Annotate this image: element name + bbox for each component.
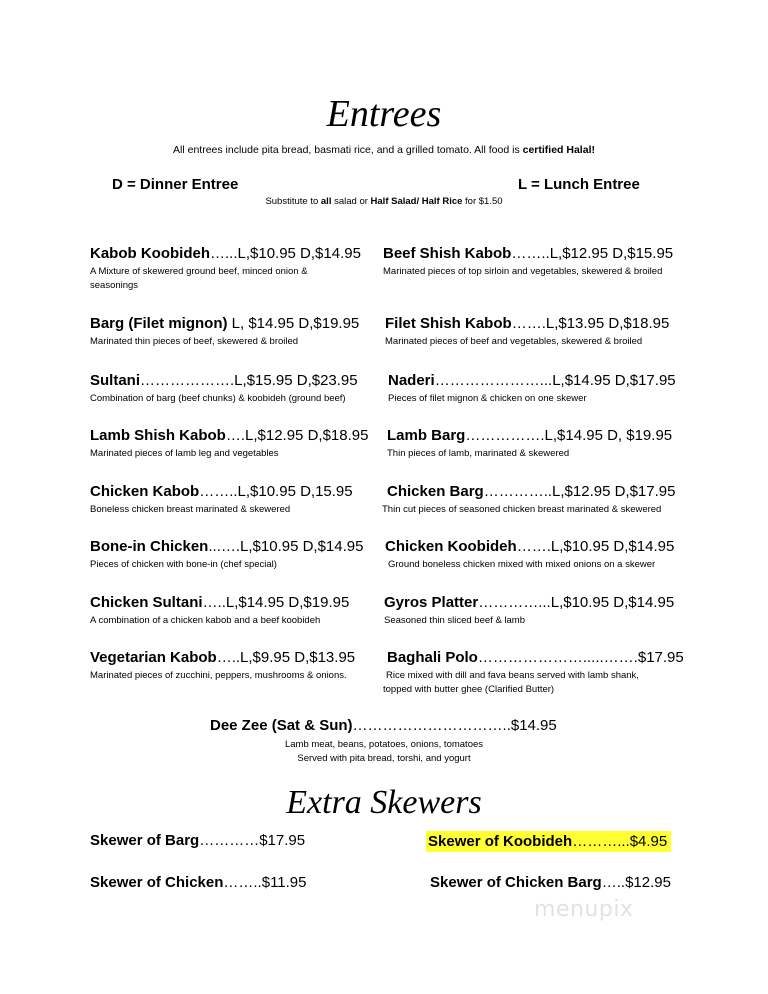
item-title — [90, 427, 380, 444]
skewer-price: ………...$4.95 — [572, 833, 668, 850]
item-desc — [90, 447, 380, 461]
item-title — [90, 649, 380, 666]
item-desc — [385, 335, 705, 349]
menu-item — [90, 427, 380, 461]
item-desc — [383, 669, 703, 697]
skewer-item — [430, 874, 671, 891]
item-desc-line: Seasoned thin sliced beef & lamb — [384, 615, 526, 626]
menu-item — [382, 483, 702, 517]
item-name: Vegetarian Kabob — [90, 649, 217, 666]
menu-item — [383, 649, 703, 697]
item-name: Chicken Kabob — [90, 483, 200, 500]
item-title — [385, 315, 705, 332]
item-price: ………………….....…….$17.95 — [477, 649, 684, 666]
special-desc-line: Lamb meat, beans, potatoes, onions, tomatoes — [284, 739, 484, 750]
item-desc — [384, 614, 704, 628]
item-desc-line: Ground boneless chicken mixed with mixed onions on a skewer — [388, 559, 656, 570]
item-desc-line: A combination of a chicken kabob and a beef koobideh — [90, 615, 321, 626]
special-item — [210, 717, 570, 734]
skewer-item — [90, 874, 307, 891]
menu-item — [383, 245, 703, 279]
item-desc — [90, 335, 380, 349]
item-title — [90, 538, 380, 555]
item-desc-line: seasonings — [90, 280, 139, 291]
item-desc — [90, 558, 380, 572]
menu-item — [388, 372, 708, 406]
skewer-name: Skewer of Barg — [90, 832, 200, 849]
menu-item — [385, 538, 705, 572]
menu-item — [90, 538, 380, 572]
item-desc-line: Marinated pieces of beef and vegetables, skewered & broiled — [385, 336, 643, 347]
item-desc-line: Thin cut pieces of seasoned chicken breast marinated & skewered — [382, 504, 662, 515]
menu-item — [384, 594, 704, 628]
item-name: Beef Shish Kabob — [383, 245, 512, 262]
substitute-before: Substitute to — [265, 196, 321, 207]
skewer-name: Skewer of Koobideh — [428, 833, 573, 850]
item-title — [90, 483, 380, 500]
item-price: …………..L,$12.95 D,$17.95 — [483, 483, 676, 500]
item-title — [90, 594, 380, 611]
item-name: Lamb Shish Kabob — [90, 427, 226, 444]
item-price: …….L,$13.95 D,$18.95 — [511, 315, 670, 332]
skewer-price: …………$17.95 — [199, 832, 306, 849]
item-name: Barg (Filet mignon) — [90, 315, 228, 332]
item-price: …..L,$9.95 D,$13.95 — [216, 649, 356, 666]
section-title-extra-skewers: Extra Skewers — [286, 784, 482, 821]
item-desc-line: Marinated thin pieces of beef, skewered & broiled — [90, 336, 299, 347]
item-desc-line: A Mixture of skewered ground beef, minced onion & — [90, 266, 308, 277]
item-desc — [382, 503, 702, 517]
item-name: Filet Shish Kabob — [385, 315, 512, 332]
item-desc — [383, 265, 703, 279]
item-price: ……..L,$10.95 D,15.95 — [199, 483, 353, 500]
special-title — [210, 717, 570, 734]
item-title — [385, 538, 705, 555]
item-desc-line: Boneless chicken breast marinated & skewered — [90, 504, 291, 515]
intro-main: All entrees include pita bread, basmati rice, and a grilled tomato. All food is — [173, 144, 523, 156]
item-name: Kabob Koobideh — [90, 245, 210, 262]
item-title — [383, 245, 703, 262]
item-name: Baghali Polo — [387, 649, 478, 666]
item-name: Sultani — [90, 372, 141, 389]
item-title — [388, 372, 708, 389]
skewer-name: Skewer of Chicken — [90, 874, 224, 891]
item-title — [90, 245, 390, 262]
item-price: …………….L,$14.95 D, $19.95 — [465, 427, 673, 444]
item-price: …………...L,$10.95 D,$14.95 — [478, 594, 675, 611]
item-title — [382, 483, 702, 500]
item-name: Lamb Barg — [387, 427, 466, 444]
substitute-bold-half: Half Salad/ Half Rice — [370, 196, 463, 207]
intro-text — [0, 144, 768, 156]
menu-item — [387, 427, 707, 461]
item-desc-line: topped with butter ghee (Clarified Butter) — [383, 684, 555, 695]
item-title — [383, 649, 703, 666]
item-name: Gyros Platter — [384, 594, 479, 611]
legend-dinner: D = Dinner Entree — [112, 176, 239, 193]
item-name: Naderi — [388, 372, 435, 389]
item-desc — [385, 558, 705, 572]
special-desc — [0, 738, 768, 766]
menu-item — [90, 649, 380, 683]
skewer-item-highlighted — [426, 831, 671, 852]
menu-item — [90, 245, 390, 293]
skewer-price: …..$12.95 — [601, 874, 671, 891]
menu-item — [90, 594, 380, 628]
item-desc-line: Rice mixed with dill and fava beans served with lamb shank, — [386, 670, 639, 681]
item-desc-line: Pieces of filet mignon & chicken on one skewer — [388, 393, 587, 404]
item-title — [387, 427, 707, 444]
menu-item — [385, 315, 705, 349]
special-desc-line: Served with pita bread, torshi, and yogurt — [297, 753, 471, 764]
item-desc — [90, 392, 380, 406]
item-price: …………………...L,$14.95 D,$17.95 — [434, 372, 676, 389]
substitute-bold-all: all — [320, 196, 332, 207]
item-desc-line: Pieces of chicken with bone-in (chef special) — [90, 559, 277, 570]
item-desc-line: Marinated pieces of lamb leg and vegetables — [90, 448, 279, 459]
substitute-middle: salad or — [331, 196, 371, 207]
item-name: Bone-in Chicken — [90, 538, 209, 555]
menu-item — [90, 372, 380, 406]
item-price: ……..L,$12.95 D,$15.95 — [511, 245, 674, 262]
substitute-note — [0, 196, 768, 207]
skewer-name: Skewer of Chicken Barg — [430, 874, 602, 891]
item-title — [90, 372, 380, 389]
intro-halal: certified Halal! — [522, 144, 595, 156]
item-desc — [388, 392, 708, 406]
item-price: L, $14.95 D,$19.95 — [227, 315, 360, 332]
item-desc — [387, 447, 707, 461]
item-title — [384, 594, 704, 611]
menupix-watermark: menupix — [534, 897, 634, 922]
item-name: Chicken Sultani — [90, 594, 203, 611]
page-title: Entrees — [326, 93, 442, 135]
item-price: …..L,$14.95 D,$19.95 — [202, 594, 350, 611]
item-name: Chicken Barg — [387, 483, 484, 500]
item-price: ……………….L,$15.95 D,$23.95 — [140, 372, 358, 389]
item-price: ...….L,$10.95 D,$14.95 — [208, 538, 364, 555]
item-price: …….L,$10.95 D,$14.95 — [516, 538, 675, 555]
item-price: ….L,$12.95 D,$18.95 — [225, 427, 369, 444]
item-desc — [90, 614, 380, 628]
item-price: …...L,$10.95 D,$14.95 — [210, 245, 361, 262]
menu-item — [90, 483, 380, 517]
skewer-item — [90, 832, 305, 849]
item-desc-line: Marinated pieces of top sirloin and vegetables, skewered & broiled — [383, 266, 663, 277]
item-title — [90, 315, 380, 332]
item-desc — [90, 265, 390, 293]
item-desc-line: Thin pieces of lamb, marinated & skewered — [387, 448, 570, 459]
special-price: …………………………..$14.95 — [352, 717, 557, 734]
menu-item — [90, 315, 380, 349]
item-desc — [90, 503, 380, 517]
item-desc-line: Combination of barg (beef chunks) & koobideh (ground beef) — [90, 393, 346, 404]
legend-lunch: L = Lunch Entree — [518, 176, 640, 193]
special-name: Dee Zee (Sat & Sun) — [210, 717, 353, 734]
item-desc — [90, 669, 380, 683]
item-name: Chicken Koobideh — [385, 538, 517, 555]
skewer-price: ……..$11.95 — [223, 874, 307, 891]
substitute-after: for $1.50 — [462, 196, 503, 207]
item-desc-line: Marinated pieces of zucchini, peppers, mushrooms & onions. — [90, 670, 347, 681]
